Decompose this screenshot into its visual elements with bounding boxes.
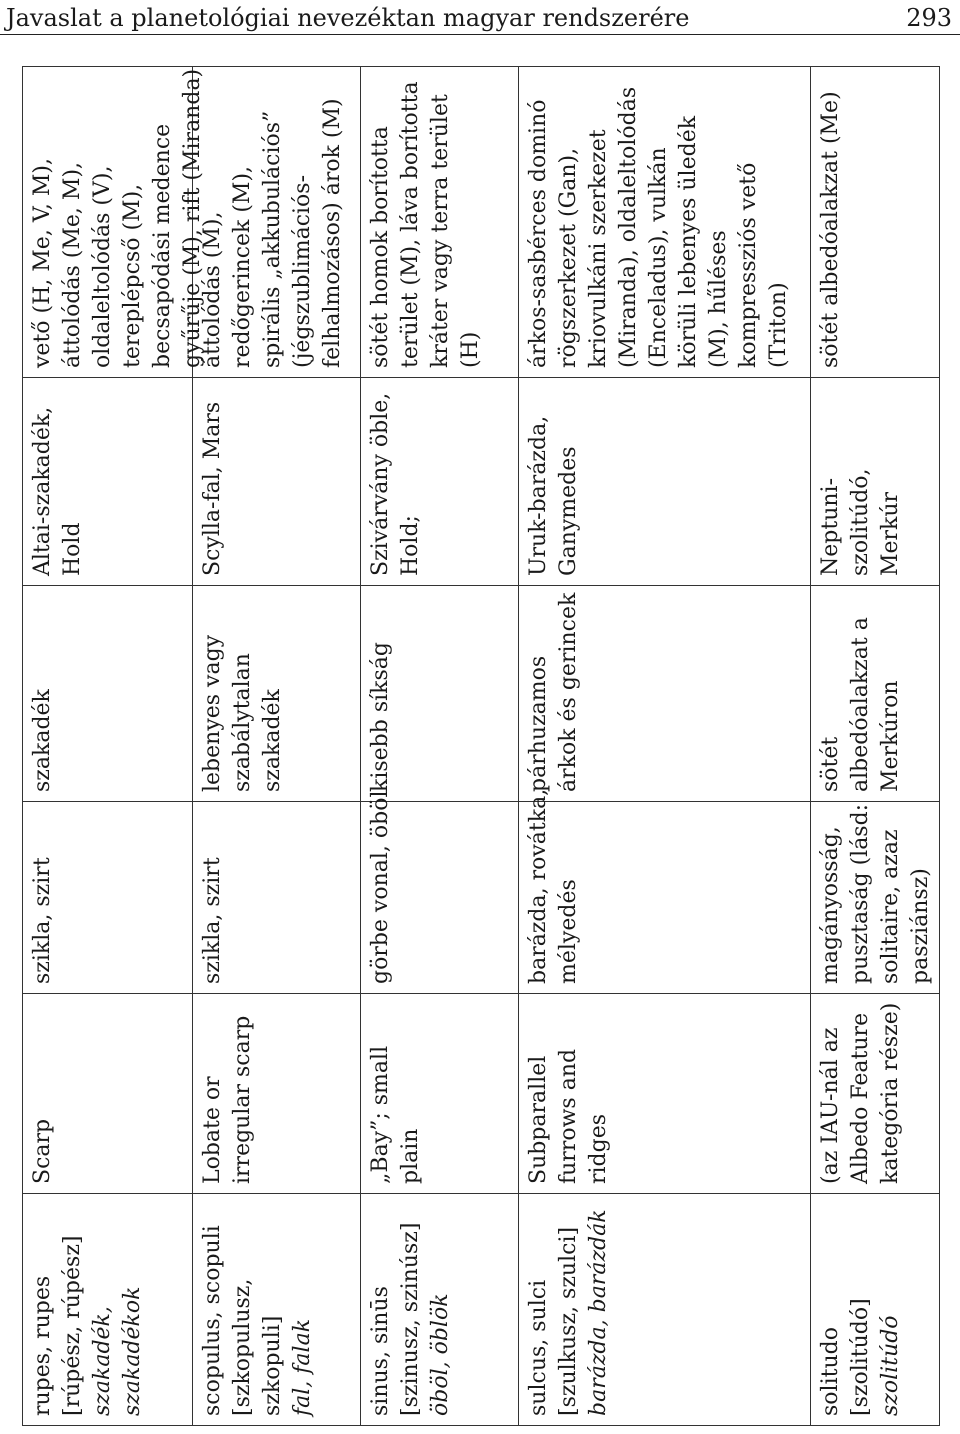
text-line: oldaleltolódás (V), — [90, 165, 115, 368]
text-line: barázda, rovátka, — [526, 788, 551, 984]
text-line: sötét — [818, 736, 843, 792]
meaning-cell — [192, 802, 360, 994]
text-line: irregular scarp — [230, 1015, 255, 1184]
text-line: árkok és gerincek — [556, 592, 581, 792]
term-hungarian: szolitúdó — [878, 1315, 903, 1416]
text-line: kisebb síkság — [368, 642, 393, 792]
text-line: szabálytalan — [230, 653, 255, 792]
text-line: felhalmozásos) árok (M) — [320, 98, 345, 368]
text-line: kategória része) — [878, 1002, 903, 1184]
text-line: Hold; — [398, 515, 423, 576]
text-line: „Bay”; small — [368, 1045, 393, 1184]
text-line: szikla, szirt — [200, 857, 225, 984]
example-cell — [22, 378, 192, 586]
example-cell — [192, 378, 360, 586]
term-hungarian: szakadék, — [90, 1306, 115, 1416]
text-line: árkos-sasbérces dominó — [526, 99, 551, 368]
text-line: Ganymedes — [556, 446, 581, 576]
term-latin: scopulus, scopuli — [200, 1225, 225, 1416]
meaning-cell — [360, 790, 518, 994]
term-hungarian: szakadékok — [120, 1286, 145, 1416]
meaning-cell — [518, 788, 810, 994]
text-line: sötét albedóalakzat (Me) — [818, 91, 843, 368]
text-line: spirális „akkubulációs” — [260, 110, 285, 368]
definition-cell — [518, 586, 810, 802]
text-line: lebenyes vagy — [200, 634, 225, 792]
term-pronunciation: [szolitúdó] — [848, 1298, 873, 1416]
text-line: rögszerkezet (Gan), — [556, 147, 581, 368]
term-hungarian: barázda, barázdák — [586, 1209, 611, 1416]
geology-cell — [22, 66, 205, 378]
table-row — [360, 66, 518, 1426]
text-line: ridges — [586, 1113, 611, 1184]
text-line: (Enceladus), vulkán — [646, 147, 671, 368]
text-line: Subparallel — [526, 1055, 551, 1184]
table-row — [518, 66, 810, 1426]
definition-cell — [22, 586, 192, 802]
nomenclature-table — [22, 66, 940, 1426]
text-line: áttolódás (Me, M), — [60, 161, 85, 368]
text-line: redőgerincek (M), — [230, 165, 255, 368]
text-line: kriovulkáni szerkezet — [586, 129, 611, 368]
term-cell — [22, 1194, 192, 1426]
geology-cell — [810, 66, 940, 378]
example-cell — [810, 378, 940, 586]
definition-cell — [810, 586, 940, 802]
text-line: albedóalakzat a — [848, 617, 873, 792]
definition-cell — [360, 586, 518, 802]
text-line: becsapódási medence — [150, 123, 175, 368]
text-line: magányosság, — [818, 826, 843, 984]
text-line: (H) — [458, 331, 483, 368]
text-line: (M), hűléses — [706, 230, 731, 368]
text-line: párhuzamos — [526, 655, 551, 792]
text-line: áttolódás (M), — [200, 211, 225, 368]
term-hungarian: öböl, öblök — [428, 1293, 453, 1416]
text-line: tereplépcső (M), — [120, 183, 145, 368]
text-line: Szivárvány öble, — [368, 392, 393, 576]
text-line: Scarp — [30, 1118, 55, 1184]
definition-cell — [192, 586, 360, 802]
text-line: görbe vonal, öböl — [368, 790, 393, 984]
text-line: plain — [398, 1128, 423, 1184]
term-latin: sinus, sinūs — [368, 1286, 393, 1416]
term-cell — [360, 1194, 518, 1426]
text-line: Albedo Feature — [848, 1012, 873, 1184]
term-cell — [810, 1194, 940, 1426]
text-line: Hold — [60, 522, 85, 576]
text-line: Neptuni- — [818, 477, 843, 576]
english-cell — [810, 994, 940, 1194]
term-cell — [518, 1194, 810, 1426]
text-line: (jégszublimációs- — [290, 174, 315, 368]
text-line: Altai-szakadék, — [30, 406, 55, 576]
text-line: szikla, szirt — [30, 857, 55, 984]
text-line: furrows and — [556, 1048, 581, 1184]
table-row — [22, 66, 205, 1426]
term-latin: sulcus, sulci — [526, 1279, 551, 1416]
text-line: gyűrűje (M), rift (Miranda) — [180, 68, 205, 368]
header-rule — [0, 34, 960, 35]
text-line: körüli lebenyes üledék — [676, 115, 701, 368]
page-title: Javaslat a planetológiai nevezéktan magyar rendszerére — [6, 4, 690, 32]
text-line: Lobate or — [200, 1076, 225, 1184]
text-line: Merkúr — [878, 491, 903, 576]
meaning-cell — [810, 802, 940, 994]
text-line: pusztaság (lásd: — [848, 803, 873, 984]
term-latin: rupes, rupes — [30, 1275, 55, 1416]
geology-cell — [360, 66, 518, 378]
text-line: (Miranda), oldaleltolódás — [616, 86, 641, 368]
english-cell — [192, 994, 360, 1194]
text-line: solitaire, azaz — [878, 829, 903, 984]
table-row — [810, 66, 940, 1426]
text-line: (az IAU-nál az — [818, 1027, 843, 1184]
table-row — [192, 66, 360, 1426]
meaning-cell — [22, 802, 192, 994]
text-line: Uruk-barázda, — [526, 415, 551, 576]
text-line: terület (M), láva borította — [398, 81, 423, 368]
term-hungarian: fal, falak — [290, 1318, 315, 1416]
text-line: Scylla-fal, Mars — [200, 401, 225, 576]
geology-cell — [518, 66, 810, 378]
term-pronunciation: [szulkusz, szulci] — [556, 1226, 581, 1416]
text-line: szakadék — [260, 689, 285, 792]
text-line: sötét homok borította — [368, 126, 393, 368]
page-header — [0, 0, 960, 40]
text-line: (Triton) — [766, 282, 791, 368]
text-line: szakadék — [30, 689, 55, 792]
term-pronunciation: [szkopulusz, — [230, 1278, 255, 1416]
rotated-table-frame — [22, 66, 940, 1426]
english-cell — [22, 994, 192, 1194]
english-cell — [518, 994, 810, 1194]
english-cell — [360, 994, 518, 1194]
term-pronunciation: szkopuli] — [260, 1315, 285, 1416]
text-line: Merkúron — [878, 680, 903, 792]
example-cell — [360, 378, 518, 586]
text-line: szolitúdó, — [848, 468, 873, 576]
term-pronunciation: [szinusz, szinúsz] — [398, 1222, 423, 1416]
text-line: kompressziós vető — [736, 162, 761, 368]
term-cell — [192, 1194, 360, 1426]
term-pronunciation: [rúpész, rúpész] — [60, 1235, 85, 1416]
text-line: kráter vagy terra terület — [428, 94, 453, 368]
geology-cell — [192, 66, 360, 378]
text-line: vető (H, Me, V, M), — [30, 158, 55, 368]
term-latin: solitudo — [818, 1327, 843, 1416]
example-cell — [518, 378, 810, 586]
page-number: 293 — [906, 4, 952, 32]
text-line: pasziánsz) — [908, 868, 933, 984]
text-line: mélyedés — [556, 879, 581, 984]
